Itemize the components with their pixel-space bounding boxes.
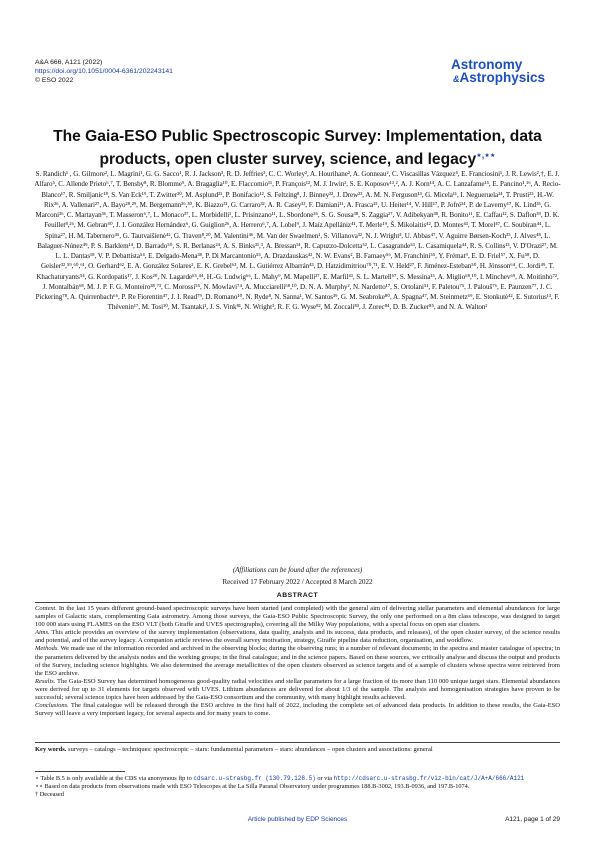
aims-text: This article provides an overview of the survey implementation (observations, data quality, analysis and its success, data products, and releases), of the open cluster survey, of the science results and potential, and of the survey legacy. A companion article reviews the overall survey motivation, strategy, Giraffe pipeline data reduction, organisation, and workflow.	[35, 629, 561, 645]
journal-name-line2: Astrophysics	[459, 70, 546, 85]
doi-link[interactable]: https://doi.org/10.1051/0004-6361/202243141	[35, 68, 173, 75]
keywords	[35, 746, 560, 754]
conclusions-label: Conclusions.	[35, 702, 69, 710]
context-text: In the last 15 years different ground-based spectroscopic surveys have been started (and completed) with the general aim of delivering stellar parameters and elemental abundances for large samples of Galactic stars, complementing Gaia astrometry. Among those surveys, the Gaia-ESO Public Spectroscopic Survey, the only one performed on a 8m class telescope, was designed to target 100 000 stars using FLAMES on the ESO VLT (both Giraffe and UVES spectrographs), covering all the Milky Way populations, with a special focus on open star clusters.	[35, 605, 560, 629]
results-label: Results.	[35, 677, 56, 685]
abstract-body	[35, 605, 560, 718]
keywords-text: surveys – catalogs – techniques: spectroscopic – stars: fundamental parameters – stars: abundances – open clusters and associations: general	[68, 746, 433, 753]
abstract-bottom-rule	[35, 742, 560, 743]
abstract-aims	[35, 629, 560, 645]
abstract-conclusions	[35, 702, 560, 718]
footnote-rule	[35, 771, 125, 772]
footnote-1-mark: ⋆	[35, 775, 39, 782]
methods-text: We made use of the information recorded and archived in the observing blocks; during the observing runs; in a number of relevant documents; in the spectra and master catalogue of spectra; in the parameters delivered by the analysis nodes and the working groups; in the final catalogue; and in the science papers. Based on these sources, we critically analyse and discuss the output and products of the Survey, including science highlights. We also determined the average metallicities of the open clusters observed as science targets and of a sample of clusters whose spectra were retrieved from the ESO archive.	[35, 645, 560, 677]
page-number: A121, page 1 of 29	[505, 816, 560, 823]
cds-ftp-link[interactable]: cdsarc.u-strasbg.fr (130.79.128.5)	[193, 775, 316, 782]
copyright: © ESO 2022	[35, 77, 74, 84]
abstract-methods	[35, 645, 560, 677]
journal-ampersand: &	[453, 74, 460, 84]
footnote-1-or: or via	[317, 775, 332, 782]
citation: A&A 666, A121 (2022)	[35, 59, 103, 66]
abstract-top-rule	[35, 602, 560, 603]
abstract-heading: ABSTRACT	[276, 592, 319, 599]
footnote-2-mark: ⋆⋆	[35, 782, 43, 790]
abstract-context	[35, 605, 560, 629]
cds-viz-link[interactable]: http://cdsarc.u-strasbg.fr/viz-bin/cat/J/A+A/666/A121	[333, 775, 525, 782]
footnote-1-text: Table B.5 is only available at the CDS via anonymous ftp to	[40, 775, 192, 782]
affiliations-note: (Affiliations can be found after the references)	[232, 566, 363, 574]
context-label: Context.	[35, 605, 57, 612]
publisher-link[interactable]: Article published by EDP Sciences	[247, 816, 348, 823]
footnote-2	[35, 783, 560, 791]
paper-title-text: The Gaia-ESO Public Spectroscopic Survey: Implementation, data products, open cluster survey, science, and legacy	[53, 128, 542, 169]
results-text: The Gaia-ESO Survey has determined homogeneous good-quality radial velocities and stellar parameters for a large fraction of its more than 110 000 unique target stars. Elemental abundances were derived for up to 31 elements for targets observed with UVES. Lithium abundances are delivered for about 1/3 of the sample. The analysis and homogenisation strategies have proven to be successful; several science topics have been addressed by the Gaia-ESO consortium and the community, with many highlight results achieved.	[35, 677, 560, 702]
keywords-label: Key words.	[35, 746, 67, 753]
methods-label: Methods.	[35, 645, 60, 653]
footnote-3-text: Deceased	[39, 790, 64, 798]
journal-logo	[451, 58, 559, 86]
abstract-results	[35, 678, 560, 702]
footnote-2-text: Based on data products from observations made with ESO Telescopes at the La Silla Paranal Observatory under programmes 188.B-3002, 193.B-0936, and 197.B-1074.	[44, 782, 470, 790]
conclusions-text: The final catalogue will be released through the ESO archive in the first half of 2022, including the complete set of advanced data products. In addition to these results, the Gaia-ESO Survey will leave a very important legacy, for several aspects and for many years to come.	[35, 702, 560, 718]
citation-block	[35, 58, 173, 85]
footnotes	[35, 775, 560, 798]
received-accepted-dates: Received 17 February 2022 / Accepted 8 March 2022	[222, 578, 373, 586]
title-footnote-marks[interactable]: ⋆,⋆⋆	[476, 150, 496, 160]
footnote-3-mark: †	[35, 790, 39, 798]
footnote-1	[35, 775, 560, 783]
aims-label: Aims.	[35, 629, 50, 637]
author-list: S. Randich¹ , G. Gilmore², L. Magrini¹, G. G. Sacco¹, R. J. Jackson³, R. D. Jeffries³, C. C. Worley², A. Hourihane², A. Gonneau², C. Viscasillas Vázquez⁴, E. Franciosini¹, J. R. Lewis²,†, E. J. Alfaro⁵, C. Allende Prieto⁶,⁷, T. Bensby⁸, R. Blomme⁹, A. Bragaglia¹⁰, E. Flaccomio¹¹, P. François¹², M. J. Irwin², S. E. Koposov¹³,², A. J. Korn¹⁴, A. C. Lanzafame¹⁵, E. Pancino¹,¹⁶, A. Recio-Blanco¹⁷, R. Smiljanic¹⁸, S. Van Eck¹⁹, T. Zwitter²⁰, M. Asplund²¹, P. Bonifacio¹², S. Feltzing⁸, J. Binney²², J. Drew²³, A. M. N. Ferguson¹³, G. Micela¹¹, I. Negueruela²⁴, T. Prusti²⁵, H.-W. Rix²⁶, A. Vallenari²⁷, A. Bayo²⁸,²⁹, M. Bergemann²⁶,³⁰, K. Biazzo³¹, G. Carraro³², A. R. Casey³³, F. Damiani¹¹, A. Frasca¹⁵, U. Heiter¹⁴, V. Hill¹⁷, P. Jofré³⁴, P. de Laverny¹⁷, K. Lind³⁵, G. Marconi³⁶, C. Martayan³⁶, T. Masseron⁶,⁷, L. Monaco³⁷, L. Morbidelli¹, L. Prisinzano¹¹, L. Sbordone³⁶, S. G. Sousa³⁸, S. Zaggia²⁷, V. Adibekyan³⁸, R. Bonito¹¹, E. Caffau¹², S. Daflon³⁹, D. K. Feuillet⁸,²⁶, M. Gebran⁴⁰, J. I. González Hernández⁶, G. Guiglion²⁶, A. Herrero⁶,⁷, A. Lobel⁹, J. Maíz Apellániz⁴¹, T. Merle¹⁹, Š. Mikolaitis⁴², D. Montes⁴³, T. Morel⁴⁷, C. Soubiran⁴⁴, L. Spina²⁷, H. M. Tabernero⁴⁵, G. Tautvaišienė⁴², G. Traven⁸,²⁰, M. Valentini⁴⁶, M. Van der Swaelmen¹, S. Villanova³², N. J. Wright³, U. Abbas⁴⁷, V. Aguirre Børsen-Koch³⁵, J. Alves⁴⁸, L. Balaguer-Núnez⁴⁹, P. S. Barklem¹⁴, D. Barrado⁵⁰, S. R. Berlanas²⁴, A. S. Binks³¹,³, A. Bressan⁵¹, R. Capuzzo-Dolcetta⁵², L. Casagrande⁵³, L. Casamiquela⁴⁴, R. S. Collins¹³, V. D'Orazi²⁷, M. L. L. Dantas¹⁸, V. P. Debattista⁵⁴, E. Delgado-Mena³⁸, P. Di Marcantonio⁵⁵, A. Drazdauskas⁴², N. W. Evans², B. Famaey⁵⁶, M. Franchini⁵⁵, Y. Frémat⁹, E. D. Friel⁵⁷, X. Fu⁵⁸, D. Geisler³²,⁵⁹,⁶⁰,⁶¹, O. Gerhard⁶², E. A. González Solares², E. K. Grebel⁶³, M. L. Gutiérrez Albarrán⁴³, D. Hatzidimitriou⁷⁰,⁷¹, E. V. Held²⁷, F. Jiménez-Esteban⁵⁰, H. Jönsson⁶⁴, C. Jordi⁴⁹, T. Khachaturyants⁵⁴, G. Kordopatis¹⁷, J. Kos²⁰, N. Lagarde⁶⁵,⁴⁴, H.-G. Ludwig⁶⁶, L. Mahy⁹, M. Mapelli²⁷, E. Marfil⁴³, S. L. Martell⁶⁷, S. Messina¹⁵, A. Miglio⁶⁸,¹⁰, I. Minchev⁶⁹, A. Moitinho⁷², J. Montalbán⁶⁸, M. J. P. F. G. Monteiro³⁸,⁷³, C. Morossi⁵⁵, N. Mowlavi⁷⁴, A. Mucciarelli⁶⁸,¹⁰, D. N. A. Murphy², N. Nardetto¹⁷, S. Ortolani⁵¹, F. Paletou⁷⁵, J. Palouš⁷⁶, E. Paunzen⁷⁷, J. C. Pickering⁷⁸, A. Quirrenbach⁶⁶, P. Re Fiorentin⁴⁷, J. I. Read⁷⁹, D. Romano¹⁰, N. Ryde⁸, N. Sanna¹, W. Santos³⁹, G. M. Seabroke⁸⁰, A. Spagna⁴⁷, M. Steinmetz⁶⁹, E. Stonkutė⁴², E. Sutorius¹³, F. Thévenin¹⁷, M. Tosi¹⁰, M. Tsantaki¹, J. S. Vink⁸¹, N. Wright³, R. F. G. Wyse⁸², M. Zoccali⁸³, J. Zorec⁸⁴, D. B. Zucker⁸⁵, and N. A. Walton²	[34, 170, 561, 312]
footnote-3	[35, 791, 560, 799]
journal-name-line1: Astronomy	[451, 57, 523, 72]
paper-title	[40, 127, 555, 169]
